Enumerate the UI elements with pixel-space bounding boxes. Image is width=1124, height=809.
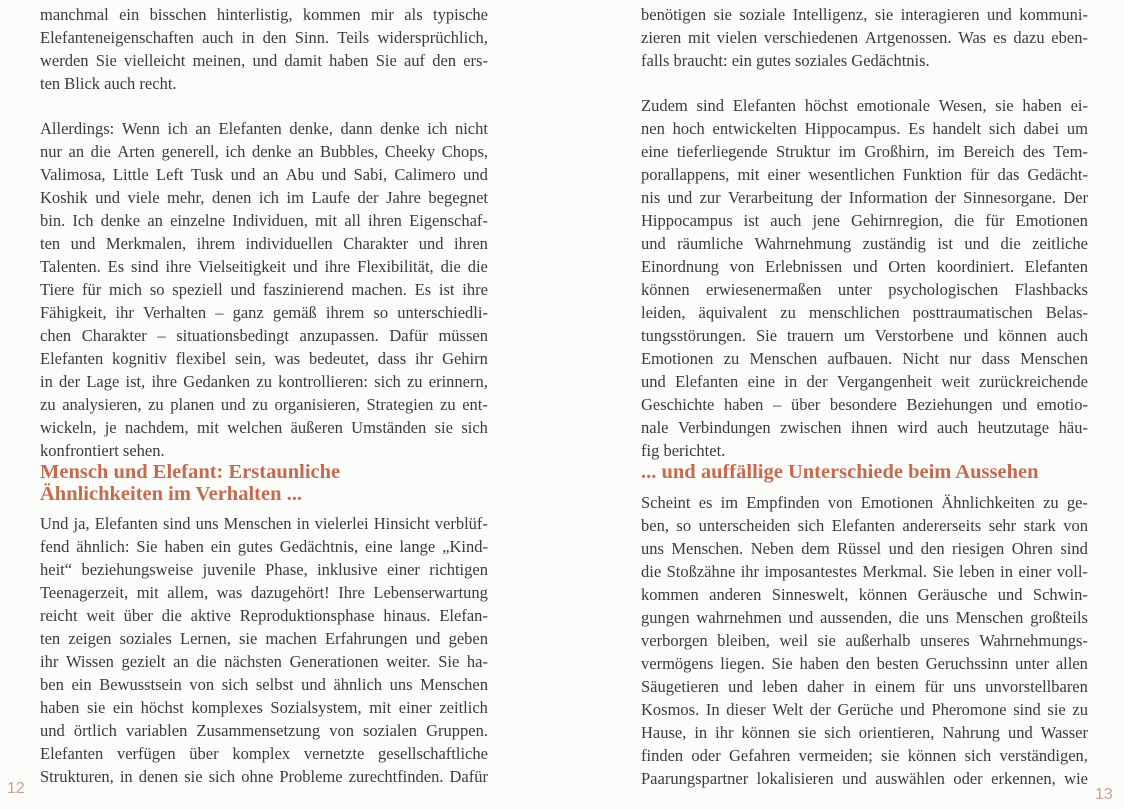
body-paragraph — [40, 512, 488, 788]
text-line: Scheint es im Empfinden von Emotionen Ähnlichkeiten zu ge- — [641, 492, 1088, 512]
text-line: ben, so unterscheiden sich Elefanten andererseits sehr stark von — [641, 515, 1088, 535]
body-paragraph — [641, 491, 1088, 790]
text-line: zieren mit vielen verschiedenen Artgenossen. Was es dazu eben- — [641, 28, 1088, 47]
text-line: haben sie ein höchst komplexes Sozialsystem, mit einer zeitlich — [40, 698, 488, 717]
text-line: nale Verbindungen zwischen ihnen wird auch heutzutage häu- — [641, 418, 1088, 437]
text-line: heit“ beziehungsweise juvenile Phase, inklusive einer richtigen — [40, 560, 488, 579]
text-line: Elefanten verfügen über komplex vernetzte gesellschaftliche — [40, 744, 488, 763]
text-line: Und ja, Elefanten sind uns Menschen in vielerlei Hinsicht verblüf- — [40, 514, 488, 533]
text-line: können erwiesenermaßen unter psychologischen Flashbacks — [641, 280, 1088, 299]
text-line: ten und Merkmalen, ihrem individuellen Charakter und ihren — [40, 234, 488, 253]
body-paragraph — [641, 94, 1088, 462]
body-paragraph — [40, 117, 488, 462]
text-line: Valimosa, Little Left Tusk und an Abu und Sabi, Calimero und — [40, 165, 488, 184]
text-line: bin. Ich denke an einzelne Individuen, mit all ihren Eigenschaf- — [40, 211, 488, 230]
page-number-left: 12 — [7, 780, 25, 797]
text-line: und räumliche Wahrnehmung zuständig ist und die zeitliche — [641, 234, 1088, 253]
text-line: Teenagerzeit, mit allem, was dazugehört! Ihre Lebenserwartung — [40, 583, 488, 602]
text-line: in der Lage ist, ihre Gedanken zu kontrollieren: sich zu erinnern, — [40, 372, 488, 391]
text-line: kommen anderen Sinneswelt, können Geräusche und Schwin- — [641, 584, 1088, 604]
text-line: ihr Wissen gezielt an die nächsten Generationen weiter. Sie ha- — [40, 652, 488, 671]
text-line: konfrontiert sehen. — [40, 441, 165, 460]
text-line: porallappens, mit einer wesentlichen Funktion für das Gedächt- — [641, 165, 1088, 184]
text-line: leiden, äquivalent zu menschlichen posttraumatischen Belas- — [641, 303, 1088, 322]
text-line: Emotionen zu Menschen aufbauen. Nicht nur dass Menschen — [641, 349, 1088, 368]
text-line: vermögens liegen. Sie haben den besten Geruchssinn unter allen — [641, 653, 1088, 673]
text-line: Geschichte haben – über besondere Beziehungen und emotio- — [641, 395, 1088, 414]
text-line: wickeln, je nachdem, mit welchen äußeren Umständen sie sich — [40, 418, 488, 437]
text-line: benötigen sie soziale Intelligenz, sie interagieren und kommuni- — [641, 5, 1088, 24]
text-line: eine tieferliegende Struktur im Großhirn, im Bereich des Tem- — [641, 142, 1088, 161]
text-line: zu analysieren, zu planen und zu organisieren, Strategien zu ent- — [40, 395, 488, 414]
text-line: Paarungspartner lokalisieren und auswählen oder erkennen, wie — [641, 768, 1088, 788]
text-line: ben ein Bewusstsein von sich selbst und ähnlich uns Menschen — [40, 675, 488, 694]
section-heading — [641, 462, 1088, 484]
text-line: verborgen bleiben, weil sie außerhalb unseres Wahrnehmungs- — [641, 630, 1088, 650]
text-line: chen Charakter – situationsbedingt anzupassen. Dafür müssen — [40, 326, 488, 345]
body-paragraph — [40, 3, 488, 95]
section-heading — [40, 462, 488, 505]
text-line: nis und zur Verarbeitung der Information der Sinnesorgane. Der — [641, 188, 1088, 207]
text-line: Elefanteneigenschaften auch in den Sinn. Teils widersprüchlich, — [40, 28, 488, 47]
text-line: fend ähnlich: Sie haben ein gutes Gedächtnis, eine lange „Kind- — [40, 537, 488, 556]
text-line: nen hoch entwickelten Hippocampus. Es handelt sich dabei um — [641, 119, 1088, 138]
text-line: und Elefanten eine in der Vergangenheit weit zurückreichende — [641, 372, 1088, 391]
text-line: finden oder Gefahren vermeiden; sie können sich verständigen, — [641, 745, 1088, 765]
text-line: gungen wahrnehmen und aussenden, die uns Menschen großteils — [641, 607, 1088, 627]
text-line: Kosmos. In dieser Welt der Gerüche und Pheromone sind sie zu — [641, 699, 1088, 719]
text-line: Hause, in ihr können sie sich orientieren, Nahrung und Wasser — [641, 722, 1088, 742]
heading-line: Ähnlichkeiten im Verhalten ... — [40, 482, 302, 505]
text-line: die Stoßzähne ihr imposantestes Merkmal. Sie leben in einer voll- — [641, 561, 1088, 581]
text-line: Allerdings: Wenn ich an Elefanten denke, dann denke ich nicht — [40, 119, 488, 138]
text-line: falls braucht: ein gutes soziales Gedächtnis. — [641, 51, 930, 70]
page-number-right: 13 — [1095, 786, 1113, 803]
heading-line: Mensch und Elefant: Erstaunliche — [40, 461, 341, 483]
left-page-text-column — [40, 3, 488, 788]
text-line: nur an die Arten generell, ich denke an Bubbles, Cheeky Chops, — [40, 142, 488, 161]
text-line: und örtlich variablen Zusammensetzung von sozialen Gruppen. — [40, 721, 488, 740]
text-line: Talenten. Es sind ihre Vielseitigkeit und ihre Flexibilität, die die — [40, 257, 488, 276]
text-line: manchmal ein bisschen hinterlistig, kommen mir als typische — [40, 5, 488, 24]
text-line: Tiere für mich so speziell und faszinierend machen. Es ist ihre — [40, 280, 488, 299]
text-line: ten zeigen soziales Lernen, sie machen Erfahrungen und geben — [40, 629, 488, 648]
text-line: fig berichtet. — [641, 441, 726, 460]
text-line: werden Sie vielleicht meinen, und damit haben Sie auf den ers- — [40, 51, 488, 70]
text-line: Koshik und viele mehr, denen ich im Laufe der Jahre begegnet — [40, 188, 488, 207]
text-line: Hippocampus ist auch jene Gehirnregion, die für Emotionen — [641, 211, 1088, 230]
text-line: tungsstörungen. Sie trauern um Verstorbene und können auch — [641, 326, 1088, 345]
text-line: Zudem sind Elefanten höchst emotionale Wesen, sie haben ei- — [641, 96, 1088, 115]
text-line: Elefanten kognitiv flexibel sein, was bedeutet, dass ihr Gehirn — [40, 349, 488, 368]
text-line: uns Menschen. Neben dem Rüssel und den riesigen Ohren sind — [641, 538, 1088, 558]
text-line: ten Blick auch recht. — [40, 74, 177, 93]
text-line: Fähigkeit, ihr Verhalten – ganz gemäß ihrem so unterschiedli- — [40, 303, 488, 322]
text-line: reicht weit über die aktive Reproduktionsphase hinaus. Elefan- — [40, 606, 488, 625]
heading-line: ... und auffällige Unterschiede beim Aussehen — [641, 461, 1039, 483]
text-line: Strukturen, in denen sie sich ohne Probleme zurechtfinden. Dafür — [40, 767, 488, 786]
text-line: Einordnung von Erlebnissen und Orten koordiniert. Elefanten — [641, 257, 1088, 276]
text-line: Säugetieren und leben daher in einem für uns unvorstellbaren — [641, 676, 1088, 696]
body-paragraph — [641, 3, 1088, 72]
right-page-text-column — [641, 3, 1088, 790]
